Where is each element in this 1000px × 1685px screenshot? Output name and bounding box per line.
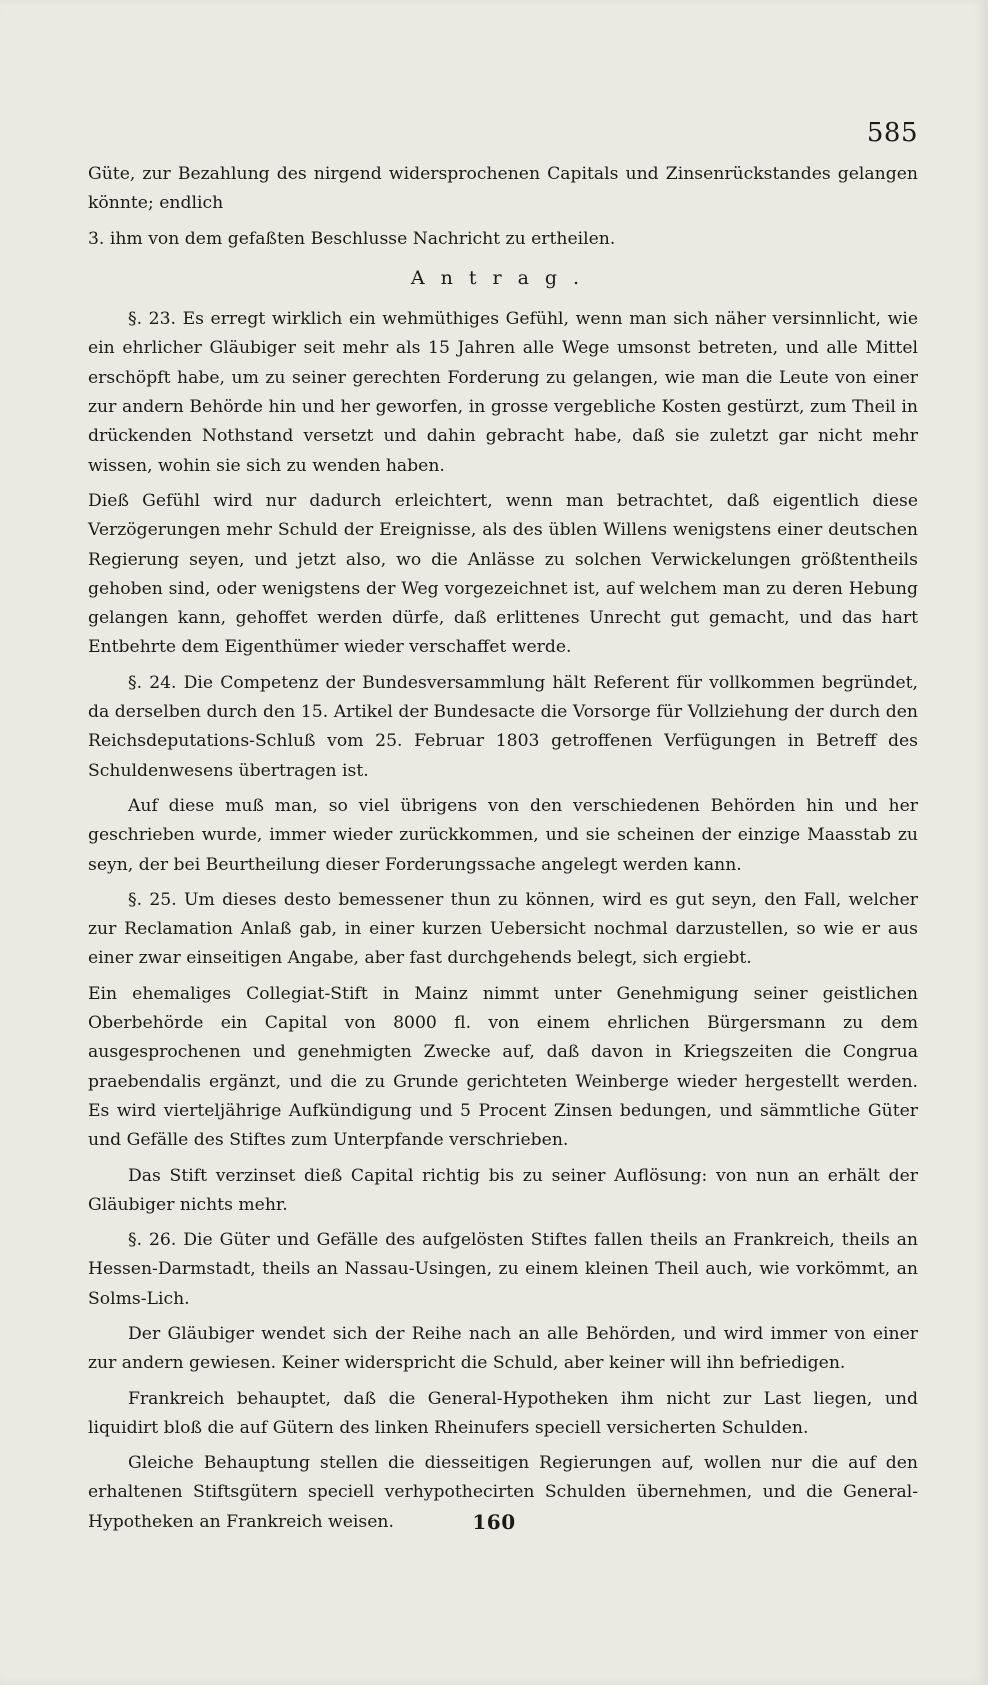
section-heading-antrag: Antrag. bbox=[410, 266, 596, 289]
paragraph-france: Frankreich behauptet, daß die General-Hypotheken ihm nicht zur Last liegen, und liquidirt bloß die auf Gütern des linken Rheinufers speciell versicherten Schulden. bbox=[88, 1388, 918, 1438]
paragraph-section-25: §. 25. Um dieses desto bemessener thun zu können, wird es gut seyn, den Fall, welcher zur Reclamation Anlaß gab, in einer kurzen Uebersicht nochmal darzustellen, so wie er aus einer zwar einseitigen Angabe, aber fast durchgehends belegt, sich ergiebt. bbox=[88, 889, 918, 969]
paragraph-feeling: Dieß Gefühl wird nur dadurch erleichtert, wenn man betrachtet, daß eigentlich diese Verzögerungen mehr Schuld der Ereignisse, als des üblen Willens wenigstens einer deutschen Regierung seyen, und jetzt also, wo die Anlässe zu solchen Verwickelungen größtentheils gehoben sind, oder wenigstens der Weg vorgezeichnet ist, auf welchem man zu deren Hebung gelangen kann, gehoffet werden dürfe, daß erlittenes Unrecht gut gemacht, und das hart Entbehrte dem Eigenthümer wieder verschaffet werde. bbox=[88, 490, 918, 658]
paragraph-interest: Das Stift verzinset dieß Capital richtig bis zu seiner Auflösung: von nun an erhält der Gläubiger nichts mehr. bbox=[88, 1165, 918, 1215]
paragraph-continuation: Güte, zur Bezahlung des nirgend widersprochenen Capitals und Zinsenrückstandes gelangen könnte; endlich bbox=[88, 164, 918, 214]
paragraph-creditor: Der Gläubiger wendet sich der Reihe nach an alle Behörden, und wird immer von einer zur andern gewiesen. Keiner widerspricht die Schuld, aber keiner will ihn befriedigen. bbox=[88, 1323, 918, 1374]
body-text bbox=[88, 160, 918, 1543]
paragraph-measure: Auf diese muß man, so viel übrigens von den verschiedenen Behörden hin und her geschrieben wurde, immer wieder zurückkommen, und sie scheinen der einzige Maasstab zu seyn, der bei Beurtheilung dieser Forderungssache angelegt werden kann. bbox=[88, 795, 918, 875]
printer-signature: 160 bbox=[472, 1510, 516, 1534]
paragraph-section-23: §. 23. Es erregt wirklich ein wehmüthiges Gefühl, wenn man sich näher versinnlicht, wie ein ehrlicher Gläubiger seit mehr als 15 Jahren alle Wege umsonst betreten, und alle Mittel erschöpft habe, um zu seiner gerechten Forderung zu gelangen, wie man die Leute von einer zur andern Behörde hin und her geworfen, in grosse vergebliche Kosten gestürzt, zum Theil in drückenden Nothstand versetzt und dahin gebracht habe, daß sie zuletzt gar nicht mehr wissen, wohin sie sich zu wenden haben. bbox=[88, 309, 918, 476]
paragraph-section-24: §. 24. Die Competenz der Bundesversammlung hält Referent für vollkommen begründet, da derselben durch den 15. Artikel der Bundesacte die Vorsorge für Vollziehung der durch den Reichsdeputations-Schluß vom 25. Februar 1803 getroffenen Verfügungen in Betreff des Schuldenwesens übertragen ist. bbox=[88, 672, 918, 781]
paragraph-governments: Gleiche Behauptung stellen die diesseitigen Regierungen auf, wollen nur die auf den erhaltenen Stiftsgütern speciell verhypothecirten Schulden übernehmen, und die General-Hypotheken an Frankreich weisen. bbox=[88, 1453, 918, 1532]
paragraph-collegiate-foundation: Ein ehemaliges Collegiat-Stift in Mainz nimmt unter Genehmigung seiner geistlichen Oberbehörde ein Capital von 8000 fl. von einem ehrlichen Bürgersmann zu dem ausgesprochenen und genehmigten Zwecke auf, daß davon in Kriegszeiten die Congrua praebendalis ergänzt, und die zu Grunde gerichteten Weinberge wieder hergestellt werden. Es wird vierteljährige Aufkündigung und 5 Procent Zinsen bedungen, und sämmtliche Güter und Gefälle des Stiftes zum Unterpfande verschrieben. bbox=[88, 983, 918, 1151]
list-item-3: 3. ihm von dem gefaßten Beschlusse Nachricht zu ertheilen. bbox=[88, 228, 616, 249]
paragraph-section-26: §. 26. Die Güter und Gefälle des aufgelösten Stiftes fallen theils an Frankreich, theils an Hessen-Darmstadt, theils an Nassau-Usingen, zu einem kleinen Theil auch, wie vorkömmt, an Solms-Lich. bbox=[88, 1230, 918, 1309]
page-number: 585 bbox=[866, 118, 918, 148]
page-margin bbox=[988, 0, 1000, 1685]
